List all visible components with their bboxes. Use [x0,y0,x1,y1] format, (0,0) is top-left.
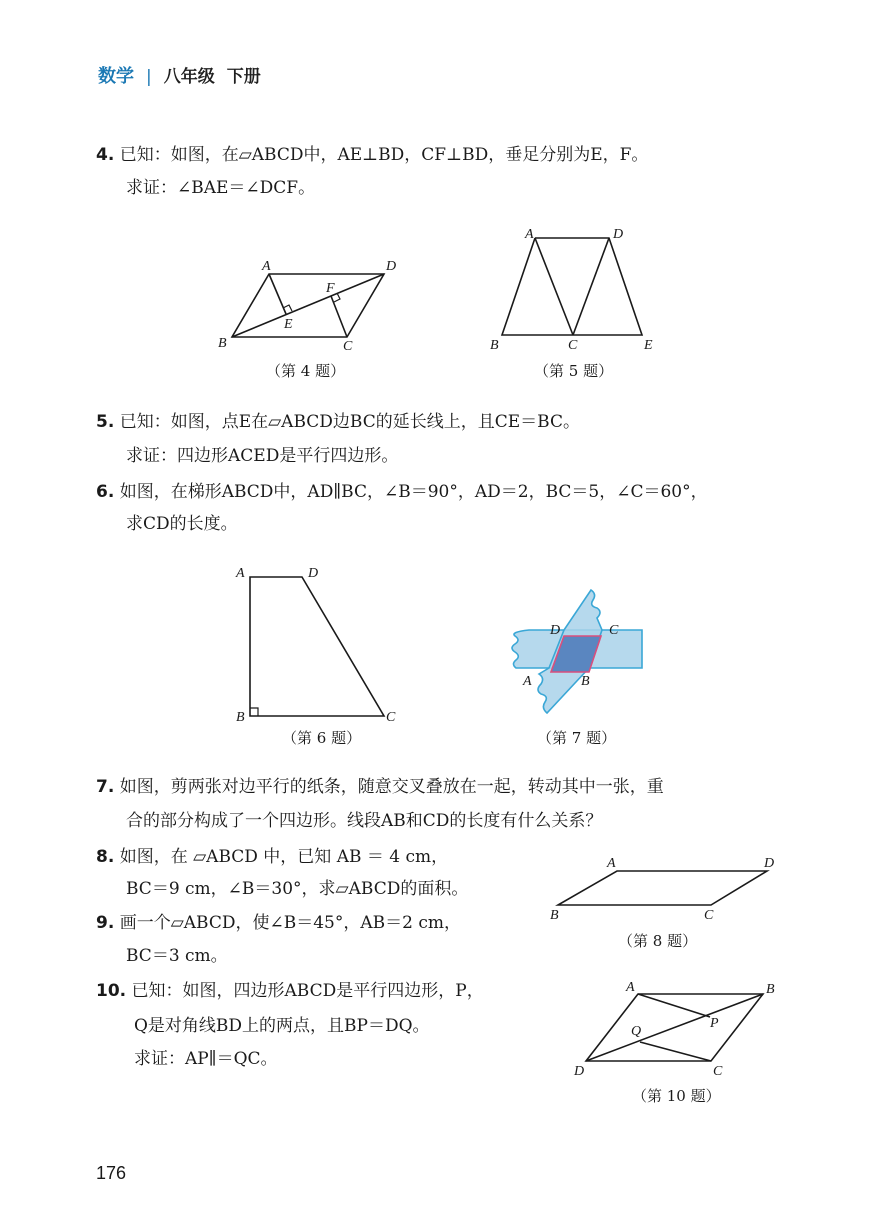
fig8-label-b: B [550,908,559,922]
figure-10-diagram [568,978,788,1078]
page-number: 176 [96,1163,127,1183]
figure-8-caption: （第 8 题） [618,932,698,950]
problem-4-text: 已知：如图，在▱ABCD中，AE⊥BD，CF⊥BD，垂足分别为E，F。 [119,145,649,165]
fig10-segment-qc [640,1042,711,1061]
fig6-trapezoid [250,577,384,716]
problem-8-line-1 [96,846,448,868]
fig6-right-angle-b [250,708,258,716]
header-separator: | [146,67,152,87]
fig5-label-a: A [525,227,534,242]
problem-8-text: 如图，在 ▱ABCD 中，已知 AB ＝ 4 cm， [119,847,449,867]
fig10-label-q: Q [631,1024,642,1039]
fig5-label-d: D [613,227,624,242]
figure-10-caption: （第 10 题） [632,1087,721,1105]
figure-5-diagram [480,222,670,352]
fig5-label-c: C [568,338,578,352]
fig8-label-d: D [764,856,775,871]
fig4-diagonal-bd [232,274,384,337]
figure-7-diagram [505,582,650,720]
problem-8-number: 8. [96,847,115,867]
problem-10-line-3: 求证：AP∥＝QC。 [134,1049,278,1069]
figure-7-caption: （第 7 题） [537,729,617,747]
fig5-segment-ac [535,238,573,335]
problem-8-line-2: BC＝9 cm，∠B＝30°，求▱ABCD的面积。 [126,879,469,899]
problem-9-line-2: BC＝3 cm。 [126,946,228,966]
page-header [98,62,261,88]
problem-9-number: 9. [96,913,115,933]
fig10-segment-ap [638,994,710,1017]
problem-5-line-1 [96,411,580,433]
fig7-label-a: A [523,674,532,689]
problem-9-text: 画一个▱ABCD，使∠B＝45°，AB＝2 cm， [119,913,461,933]
figure-4-caption: （第 4 题） [266,362,346,380]
header-subject: 数学 [98,66,134,87]
problem-5-text: 已知：如图，点E在▱ABCD边BC的延长线上，且CE＝BC。 [119,412,580,432]
fig10-label-p: P [710,1016,719,1031]
fig6-label-a: A [236,566,245,581]
fig7-label-d: D [550,623,561,638]
figure-6-diagram [226,560,406,730]
fig7-label-c: C [609,623,619,638]
problem-4-line-2: 求证：∠BAE＝∠DCF。 [126,178,316,198]
problem-7-number: 7. [96,777,115,797]
header-volume: 下册 [226,67,261,87]
header-grade: 八年级 [163,67,215,87]
fig8-parallelogram [558,871,767,905]
problem-10-line-1 [96,980,484,1002]
fig4-segment-cf [331,296,347,337]
fig4-label-c: C [343,339,353,354]
problem-6-text: 如图，在梯形ABCD中，AD∥BC，∠B＝90°，AD＝2，BC＝5，∠C＝60°， [119,482,708,502]
fig4-label-e: E [284,317,293,332]
fig4-label-a: A [262,259,271,274]
problem-5-number: 5. [96,412,115,432]
figure-4-diagram [212,252,412,354]
fig5-label-e: E [644,338,653,352]
fig10-label-a: A [626,980,635,995]
fig4-label-d: D [386,259,397,274]
fig10-label-b: B [766,982,775,997]
problem-5-line-2: 求证：四边形ACED是平行四边形。 [126,446,399,466]
problem-4-line-1 [96,144,648,166]
fig5-label-b: B [490,338,499,352]
figure-8-diagram [540,850,790,922]
fig8-label-a: A [607,856,616,871]
figure-6-caption: （第 6 题） [282,729,362,747]
fig10-label-c: C [713,1064,723,1078]
fig5-segment-dc [573,238,609,335]
problem-10-text: 已知：如图，四边形ABCD是平行四边形，P， [131,981,484,1001]
figure-5-caption: （第 5 题） [534,362,614,380]
fig7-label-b: B [581,674,590,689]
problem-4-number: 4. [96,145,115,165]
problem-7-line-2: 合的部分构成了一个四边形。线段AB和CD的长度有什么关系？ [126,811,603,831]
problem-6-line-1 [96,481,708,503]
fig6-label-d: D [308,566,319,581]
problem-7-line-1 [96,776,664,798]
problem-9-line-1 [96,912,461,934]
problem-6-line-2: 求CD的长度。 [126,514,238,534]
fig10-label-d: D [574,1064,585,1078]
fig6-label-b: B [236,710,245,725]
fig6-label-c: C [386,710,396,725]
problem-7-text: 如图，剪两张对边平行的纸条，随意交叉叠放在一起，转动其中一张，重 [119,777,664,797]
fig8-label-c: C [704,908,714,922]
problem-10-line-2: Q是对角线BD上的两点，且BP＝DQ。 [134,1016,430,1036]
fig5-outline [502,238,642,335]
fig4-label-f: F [326,281,335,296]
problem-10-number: 10. [96,981,127,1001]
fig4-label-b: B [218,336,227,351]
problem-6-number: 6. [96,482,115,502]
